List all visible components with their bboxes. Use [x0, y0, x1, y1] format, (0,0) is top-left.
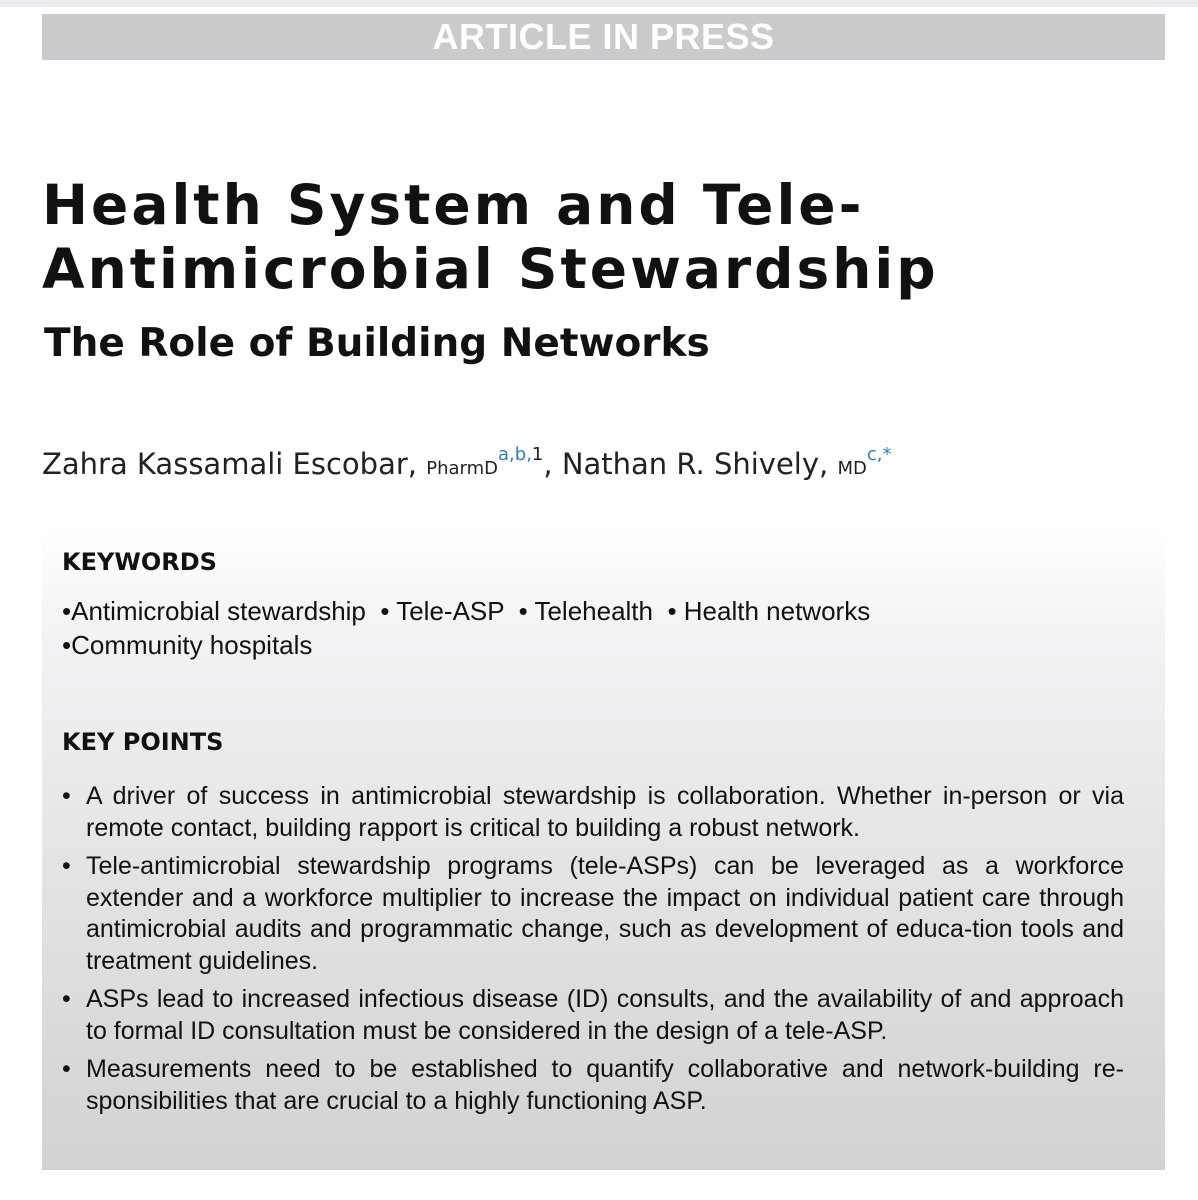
keywords-keypoints-box [42, 530, 1165, 1170]
bullet-icon: • [62, 852, 71, 880]
keywords-line-1 [62, 594, 870, 628]
keywords-list [62, 594, 870, 662]
key-points-list [62, 781, 1124, 1124]
bullet-icon: • [62, 782, 71, 810]
author-2-degree: MD [837, 458, 867, 479]
key-point-text: ASPs lead to increased infectious disease (ID) consults, and the availability of and approach to formal ID consultation must be considered in the design of a tele-ASP. [86, 985, 1124, 1045]
keyword-item: Antimicrobial stewardship [71, 596, 366, 626]
author-1-degree: PharmD [426, 458, 498, 479]
key-point-text: Measurements need to be established to quantify collaborative and network-building re-sponsibilities that are crucial to a highly functioning ASP. [86, 1055, 1124, 1115]
article-subtitle: The Role of Building Networks [44, 321, 710, 366]
key-points-heading: KEY POINTS [62, 728, 224, 756]
title-line-2: Antimicrobial Stewardship [42, 237, 939, 301]
author-1-affiliations [498, 444, 543, 465]
affiliation-link-a[interactable]: a, [498, 444, 515, 465]
footnote-mark-1: 1 [531, 444, 544, 465]
keyword-item: • Telehealth [504, 596, 653, 626]
bullet-icon: • [62, 1055, 71, 1083]
article-title [42, 173, 1162, 301]
keyword-item: • Tele-ASP [366, 596, 504, 626]
author-line [42, 444, 891, 489]
author-2-affiliations [867, 444, 892, 465]
keywords-line-2 [62, 628, 870, 662]
bullet-icon: • [62, 985, 71, 1013]
author-2-name: Nathan R. Shively, [561, 447, 829, 481]
corresponding-author-link[interactable]: * [882, 444, 892, 465]
key-point-text: Tele-antimicrobial stewardship programs (tele-ASPs) can be leveraged as a workforce extender and a workforce multiplier to increase the impact on individual patient care through antimicrobial audits and programmatic change, such as development of educa-tion tools and treatment guidelines. [86, 852, 1124, 975]
key-point-item [62, 1054, 1124, 1117]
key-point-item [62, 781, 1124, 844]
banner-text: ARTICLE IN PRESS [432, 16, 775, 57]
key-point-item [62, 984, 1124, 1047]
top-strip [0, 0, 1198, 7]
author-separator: , [543, 447, 553, 481]
key-point-text: A driver of success in antimicrobial stewardship is collaboration. Whether in-person or via remote contact, building rapport is critical to building a robust network. [86, 782, 1124, 842]
keyword-item: Community hospitals [71, 630, 313, 660]
affiliation-link-c[interactable]: c, [866, 444, 883, 465]
keywords-heading: KEYWORDS [62, 548, 217, 576]
article-in-press-banner [42, 14, 1165, 60]
affiliation-link-b[interactable]: b, [514, 444, 532, 465]
keyword-item: • Health networks [653, 596, 870, 626]
author-1-name: Zahra Kassamali Escobar, [42, 447, 417, 481]
key-point-item [62, 851, 1124, 977]
title-line-1: Health System and Tele- [42, 173, 865, 237]
